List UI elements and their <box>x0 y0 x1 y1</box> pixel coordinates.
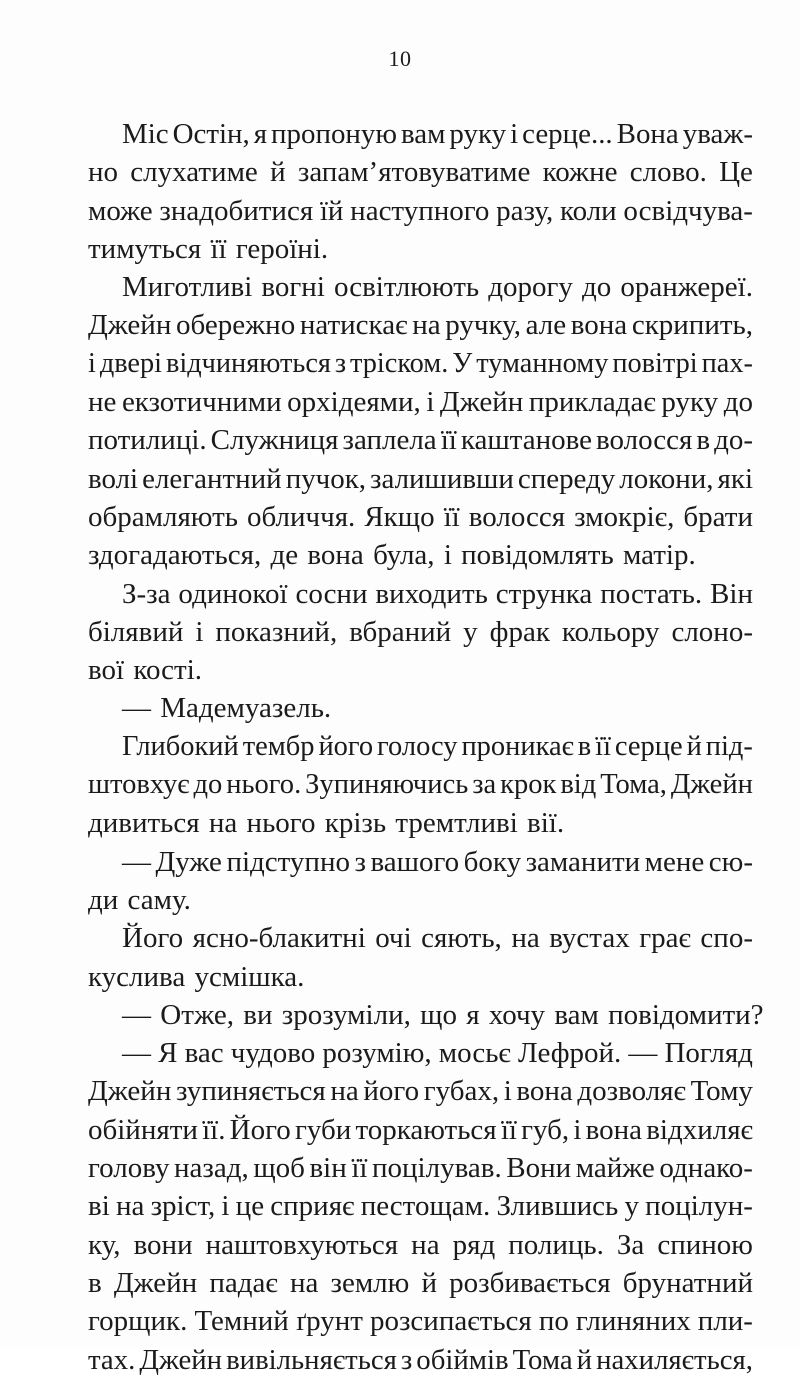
word: але <box>525 309 567 342</box>
word: торкаються <box>355 1113 497 1146</box>
word: Дуже <box>155 845 222 878</box>
word: дозволяє <box>577 1075 686 1108</box>
word: нього. <box>226 769 302 801</box>
word: з <box>334 347 347 379</box>
word: Це <box>719 156 753 189</box>
word: і <box>573 1113 582 1146</box>
word: хочу <box>488 998 546 1031</box>
text-line <box>88 1149 753 1187</box>
word: з <box>400 1343 413 1376</box>
word: Він <box>710 577 753 610</box>
word: в <box>577 730 592 762</box>
word: ку, <box>88 1228 121 1261</box>
word: зупиняється <box>175 1075 326 1108</box>
word: її <box>443 500 460 533</box>
word: куслива <box>88 960 186 993</box>
text-line <box>88 919 753 957</box>
word: падає <box>209 1266 278 1299</box>
text-line <box>88 958 753 996</box>
word: на <box>115 1190 145 1223</box>
word: його <box>363 1075 420 1108</box>
word: у <box>624 1190 639 1223</box>
word: Його <box>122 922 184 955</box>
text-line <box>88 575 753 613</box>
text-line <box>88 460 753 498</box>
word: вам <box>400 118 446 150</box>
text-line <box>88 728 753 766</box>
text-line <box>88 766 753 804</box>
word: — <box>122 845 151 878</box>
word: її <box>500 1113 517 1146</box>
word: розсипається <box>369 1305 532 1338</box>
word: тріском. <box>350 347 449 379</box>
word: пестощам. <box>360 1190 491 1223</box>
text-line <box>88 498 753 536</box>
word: Міс <box>122 118 169 150</box>
word: Якщо <box>364 500 435 533</box>
word: Отже, <box>160 998 235 1031</box>
word: поцілун- <box>645 1190 753 1223</box>
word: вона <box>516 1075 573 1108</box>
word: слоно- <box>671 615 753 648</box>
text-line <box>88 1341 753 1379</box>
word: ґрунт <box>295 1305 363 1338</box>
word: З-за <box>122 577 171 610</box>
word: на <box>289 1266 319 1299</box>
word: — <box>628 1037 658 1070</box>
word: Глибокий <box>122 730 239 762</box>
text-line <box>88 383 753 421</box>
text-line <box>88 689 753 727</box>
word: й <box>270 156 286 189</box>
word: ві <box>88 1190 110 1223</box>
text-line <box>88 1226 753 1264</box>
word: за <box>472 769 497 801</box>
word: він <box>309 1152 347 1185</box>
word: Тому <box>690 1075 753 1108</box>
word: пропоную <box>271 118 397 150</box>
word: наступного <box>350 194 490 227</box>
text-line <box>88 613 753 651</box>
word: змокріє, <box>574 500 675 533</box>
word: — <box>122 692 151 725</box>
body-text <box>88 115 764 1379</box>
word: і <box>195 615 204 648</box>
word: струнка <box>495 577 593 610</box>
word: зрозуміли, <box>281 998 411 1031</box>
word: спо- <box>700 922 753 955</box>
word: Джейн <box>439 386 524 419</box>
word: заманити <box>525 845 641 878</box>
word: туманному <box>476 347 609 379</box>
word: — <box>122 998 151 1031</box>
word: вас <box>184 1037 224 1070</box>
text-line <box>88 881 753 919</box>
word: — <box>122 1037 151 1070</box>
word: проникає <box>461 730 574 762</box>
word: на <box>411 1228 440 1261</box>
word: ряд <box>452 1228 496 1261</box>
word: вії. <box>527 807 565 840</box>
word: боку <box>463 845 522 878</box>
word: сосни <box>295 577 368 610</box>
word: вбраний <box>349 615 452 648</box>
word: її <box>210 232 227 265</box>
word: ди <box>88 883 119 916</box>
word: вона <box>585 1113 643 1146</box>
word: вам <box>554 998 599 1031</box>
word: губи <box>294 1113 352 1146</box>
word: запам’ятовуватиме <box>297 156 531 189</box>
word: вона <box>570 309 628 342</box>
word: обійняти <box>88 1113 198 1146</box>
word: ясно-блакитні <box>192 922 366 955</box>
word: й <box>421 1266 437 1299</box>
text-line <box>88 421 753 459</box>
word: Злившись <box>496 1190 619 1223</box>
word: в <box>696 424 711 457</box>
word: обрамляють <box>88 500 238 533</box>
word: крізь <box>324 807 387 840</box>
word: глиняних <box>575 1305 691 1338</box>
word: по <box>538 1305 569 1338</box>
word: каштанове <box>460 424 592 457</box>
word: саму. <box>127 883 191 916</box>
word: двері <box>99 347 163 379</box>
text-line <box>88 230 753 268</box>
word: показний, <box>215 615 338 648</box>
word: землю <box>330 1266 410 1299</box>
word: що <box>420 998 457 1031</box>
text-line <box>88 1264 753 1302</box>
word: однако- <box>659 1152 753 1185</box>
word: Погляд <box>664 1037 753 1070</box>
word: його <box>318 730 374 762</box>
word: повітрі <box>612 347 698 379</box>
word: горщик. <box>88 1305 188 1338</box>
text-line <box>88 1034 753 1072</box>
word: обережно <box>176 309 296 342</box>
text-line <box>88 536 753 574</box>
word: серце <box>614 730 683 762</box>
text-line <box>88 804 753 842</box>
word: постать. <box>600 577 703 610</box>
word: на <box>412 309 441 342</box>
word: пучок, <box>285 462 367 495</box>
word: повідомлять <box>461 539 614 572</box>
word: в <box>88 1266 102 1299</box>
word: не <box>88 386 117 419</box>
word: залишивши <box>370 462 514 495</box>
word: У <box>452 347 473 379</box>
word: заплела <box>342 424 437 457</box>
word: Джейн <box>670 769 753 801</box>
word: розбивається <box>449 1266 611 1299</box>
word: уваж- <box>682 118 753 150</box>
word: вої <box>88 654 125 687</box>
word: назад, <box>174 1152 249 1185</box>
word: брати <box>683 500 753 533</box>
word: я <box>466 998 480 1031</box>
word: сю- <box>708 845 753 878</box>
word: фрак <box>489 615 550 648</box>
word: повідомити? <box>608 998 764 1031</box>
word: матір. <box>622 539 696 572</box>
word: може <box>88 194 153 227</box>
word: відчиняються <box>165 347 331 379</box>
word: спереду <box>517 462 616 495</box>
word: голосу <box>377 730 458 762</box>
word: брунатний <box>622 1266 753 1299</box>
word: Джейн <box>139 1343 223 1376</box>
word: я <box>253 118 268 150</box>
text-line <box>88 651 753 689</box>
text-line <box>88 268 753 306</box>
word: ви <box>243 998 273 1031</box>
word: виходить <box>375 577 488 610</box>
word: вивільняється <box>226 1343 397 1376</box>
word: штовхує <box>88 769 190 801</box>
word: вустах <box>549 922 630 955</box>
word: Джейн <box>88 309 172 342</box>
word: розумію, <box>322 1037 432 1070</box>
word: тремтливі <box>395 807 518 840</box>
text-line <box>88 996 764 1034</box>
word: руку <box>661 386 719 419</box>
word: зріст, <box>150 1190 216 1223</box>
word: тах. <box>88 1343 136 1376</box>
word: но <box>88 156 119 189</box>
word: вашого <box>370 845 460 878</box>
word: під- <box>705 730 753 762</box>
word: де <box>270 539 299 572</box>
word: до <box>581 271 612 304</box>
text-line <box>88 1111 753 1149</box>
word: екзотичними <box>121 386 282 419</box>
word: Остін, <box>172 118 250 150</box>
word: і <box>443 539 452 572</box>
word: підступно <box>226 845 350 878</box>
word: мене <box>644 845 705 878</box>
word: освідчува- <box>623 194 753 227</box>
word: її <box>440 424 457 457</box>
word: на <box>330 1075 359 1108</box>
word: нахиляється, <box>596 1343 753 1376</box>
word: одинокої <box>178 577 288 610</box>
word: губ, <box>521 1113 570 1146</box>
word: Вони <box>506 1152 572 1185</box>
text-line <box>88 306 753 344</box>
word: Його <box>229 1113 291 1146</box>
word: й <box>576 1343 593 1376</box>
word: руку <box>449 118 507 150</box>
text-line <box>88 345 753 383</box>
word: тембр <box>242 730 315 762</box>
word: грає <box>639 922 691 955</box>
word: її. <box>202 1113 226 1146</box>
word: обіймів <box>416 1343 509 1376</box>
word: й <box>686 730 702 762</box>
word: вона <box>307 539 364 572</box>
text-line <box>88 115 753 153</box>
word: Джейн <box>113 1266 198 1299</box>
word: з <box>354 845 366 878</box>
word: Миготливі <box>122 271 253 304</box>
word: Я <box>158 1037 178 1070</box>
text-line <box>88 843 753 881</box>
word: до- <box>714 424 753 457</box>
word: пах- <box>701 347 753 379</box>
word: голову <box>88 1152 170 1185</box>
word: це <box>235 1190 265 1223</box>
word: які <box>717 462 753 495</box>
word: вони <box>133 1228 193 1261</box>
text-line <box>88 1072 753 1110</box>
word: мосьє <box>438 1037 511 1070</box>
word: її <box>351 1152 368 1185</box>
word: здогадаються, <box>88 539 262 572</box>
word: усмішка. <box>194 960 305 993</box>
word: нього <box>246 807 316 840</box>
word: щоб <box>253 1152 305 1185</box>
word: знадобитися <box>159 194 314 227</box>
text-line <box>88 192 753 230</box>
word: губах, <box>423 1075 500 1108</box>
word: елегантний <box>142 462 282 495</box>
word: пли- <box>697 1305 753 1338</box>
word: Тома <box>512 1343 573 1376</box>
word: від <box>560 769 597 801</box>
word: дорогу <box>488 271 573 304</box>
word: Джейн <box>88 1075 172 1108</box>
word: За <box>616 1228 645 1261</box>
text-line <box>88 1302 753 1340</box>
word: обличчя. <box>247 500 356 533</box>
word: Тома, <box>600 769 667 801</box>
word: і <box>88 347 96 379</box>
word: до <box>723 386 753 419</box>
word: поцілував. <box>372 1152 502 1185</box>
word: вогні <box>261 271 325 304</box>
word: і <box>510 118 519 150</box>
word: Зупиняючись <box>305 769 469 801</box>
word: очі <box>375 922 412 955</box>
word: волосся <box>468 500 566 533</box>
word: у <box>463 615 478 648</box>
word: слухатиме <box>130 156 258 189</box>
word: Лефрой. <box>518 1037 622 1070</box>
word: ручку, <box>445 309 521 342</box>
word: Мадемуазель. <box>160 692 332 725</box>
word: волі <box>88 462 139 495</box>
word: локони, <box>619 462 714 495</box>
word: на <box>208 807 238 840</box>
word: крок <box>500 769 557 801</box>
word: наштовхуються <box>205 1228 399 1261</box>
word: Служниця <box>210 424 339 457</box>
word: тимуться <box>88 232 202 265</box>
word: білявий <box>88 615 184 648</box>
word: разу, <box>496 194 554 227</box>
word: кості. <box>133 654 203 687</box>
word: коли <box>559 194 617 227</box>
word: оранжереї. <box>620 271 753 304</box>
word: волосся <box>595 424 693 457</box>
word: чудово <box>230 1037 316 1070</box>
word: дивиться <box>88 807 200 840</box>
word: освітлюють <box>333 271 480 304</box>
word: до <box>193 769 223 801</box>
word: на <box>511 922 540 955</box>
word: кольору <box>561 615 660 648</box>
word: була, <box>373 539 435 572</box>
word: орхідеями, <box>287 386 421 419</box>
word: сяють, <box>421 922 502 955</box>
word: сприяє <box>270 1190 355 1223</box>
text-line <box>88 1187 753 1225</box>
page-number: 10 <box>388 46 412 71</box>
word: майже <box>575 1152 655 1185</box>
word: її <box>595 730 611 762</box>
word: натискає <box>299 309 408 342</box>
word: полиць. <box>508 1228 604 1261</box>
word: і <box>221 1190 230 1223</box>
word: потилиці. <box>88 424 207 457</box>
word: Темний <box>194 1305 289 1338</box>
word: спиною <box>657 1228 753 1261</box>
word: скрипить, <box>631 309 753 342</box>
word: відхиляє <box>646 1113 753 1146</box>
word: і <box>426 386 435 419</box>
word: прикладає <box>528 386 656 419</box>
word: і <box>503 1075 512 1108</box>
word: Вона <box>616 118 679 150</box>
word: їй <box>319 194 344 227</box>
word: героїні. <box>235 232 329 265</box>
text-line <box>88 153 753 191</box>
word: серце... <box>522 118 613 150</box>
word: кожне <box>542 156 618 189</box>
word: слово. <box>629 156 707 189</box>
